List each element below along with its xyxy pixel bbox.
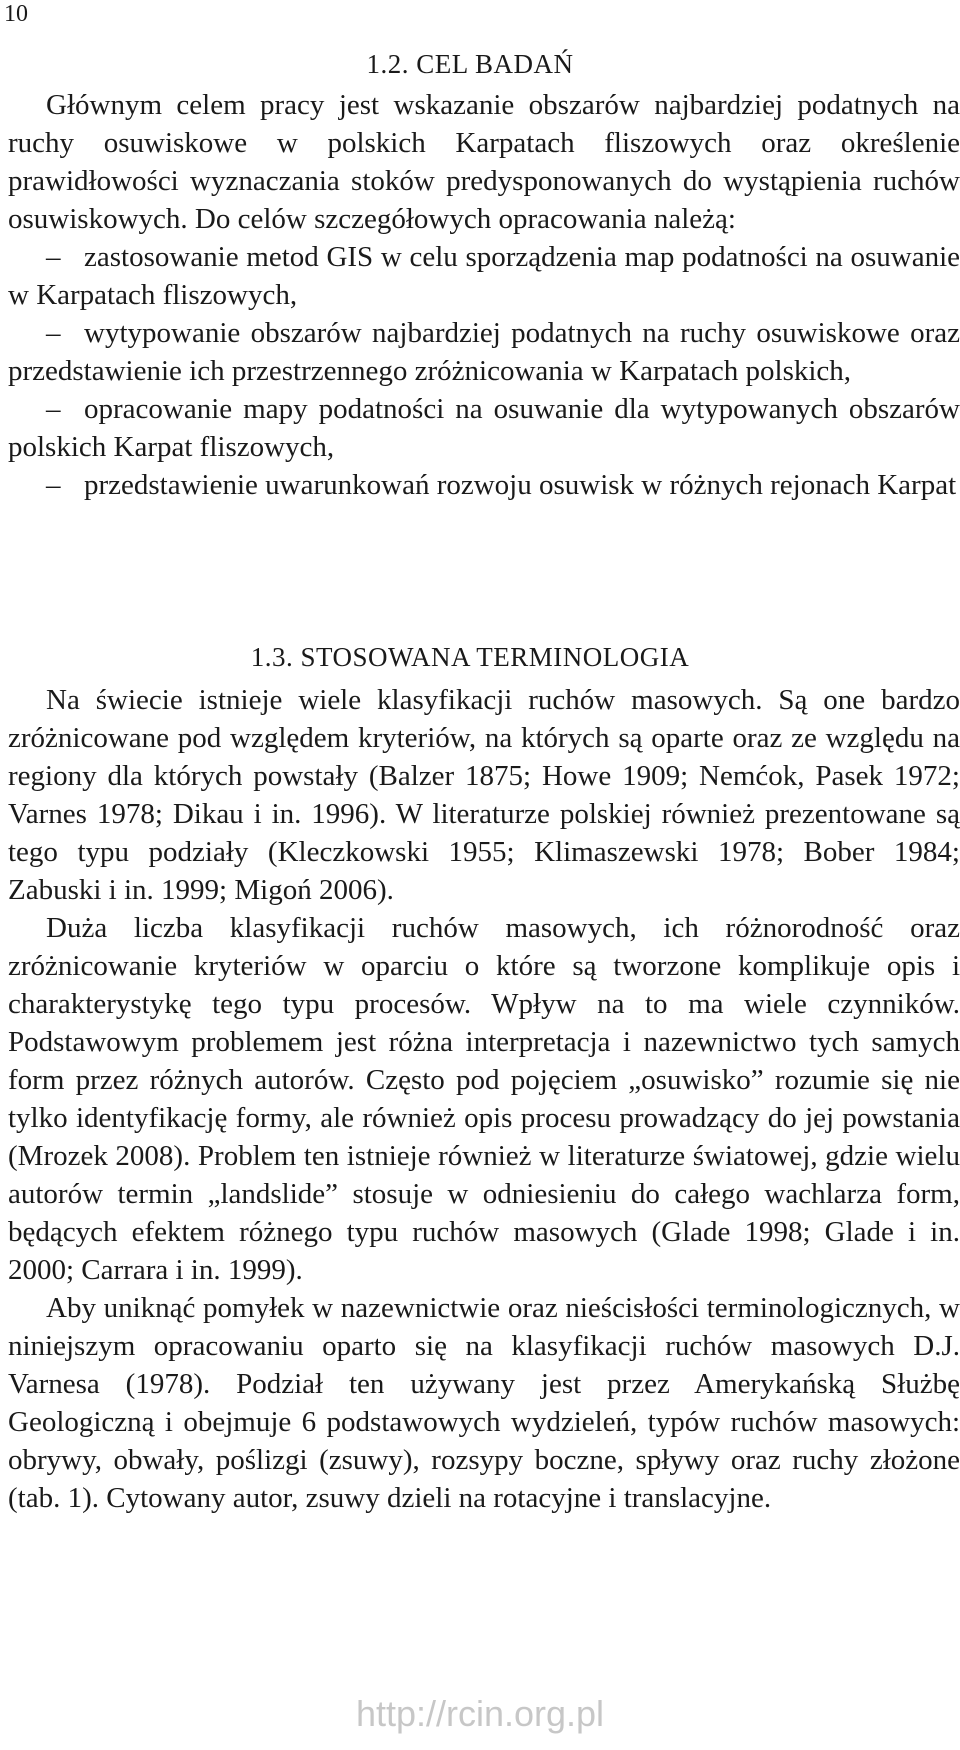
page-number: 10 [4,1,28,27]
section-2-body [8,681,960,1517]
section-heading-cel-badan: 1.2. CEL BADAŃ [366,49,574,79]
list-item-text: wytypowanie obszarów najbardziej podatnych na ruchy osuwiskowe oraz przedstawienie ich przestrzennego zróżnicowania w Karpatach polskich, [8,317,960,387]
list-dash: – [46,317,61,349]
list-item-text: zastosowanie metod GIS w celu sporządzenia map podatności na osuwanie w Karpatach fliszowych, [8,241,960,311]
list-dash: – [46,393,61,425]
list-dash: – [46,241,61,273]
section-heading-terminologia: 1.3. STOSOWANA TERMINOLOGIA [250,642,690,672]
paragraph: Duża liczba klasyfikacji ruchów masowych, ich różnorodność oraz zróżnicowanie kryteriów w oparciu o które są tworzone komplikuje opis i charakterystykę tego typu procesów. Wpływ na to ma wiele czynników. Podstawowym problemem jest różna interpretacja i nazewnictwo tych samych form przez różnych autorów. Często pod pojęciem „osuwisko” rozumie się nie tylko identyfikację formy, ale również opis procesu prowadzący do jej powstania (Mrozek 2008). Problem ten istnieje również w literaturze światowej, gdzie wielu autorów termin „landslide” stosuje w odniesieniu do całego wachlarza form, będących efektem różnego typu ruchów masowych (Glade 1998; Glade i in. 2000; Carrara i in. 1999). [8,912,960,1286]
list-dash: – [46,469,61,501]
section-1-intro-paragraph: Głównym celem pracy jest wskazanie obszarów najbardziej podatnych na ruchy osuwiskowe w polskich Karpatach fliszowych oraz określenie prawidłowości wyznaczania stoków predysponowanych do wystąpienia ruchów osuwiskowych. Do celów szczegółowych opracowania należą: [8,89,960,235]
list-item-text: przedstawienie uwarunkowań rozwoju osuwisk w różnych rejonach Karpat [84,469,957,501]
list-item-text: opracowanie mapy podatności na osuwanie dla wytypowanych obszarów polskich Karpat fliszowych, [8,393,960,463]
list-item [8,314,960,390]
list-item [8,466,960,504]
paragraph: Na świecie istnieje wiele klasyfikacji ruchów masowych. Są one bardzo zróżnicowane pod względem kryteriów, na których są oparte oraz ze względu na regiony dla których powstały (Balzer 1875; Howe 1909; Nemćok, Pasek 1972; Varnes 1978; Dikau i in. 1996). W literaturze polskiej również prezentowane są tego typu podziały (Kleczkowski 1955; Klimaszewski 1978; Bober 1984; Zabuski i in. 1999; Migoń 2006). [8,684,960,906]
section-1-body [8,86,960,504]
objectives-list [8,238,960,504]
paragraph: Aby uniknąć pomyłek w nazewnictwie oraz nieścisłości terminologicznych, w niniejszym opracowaniu oparto się na klasyfikacji ruchów masowych D.J. Varnesa (1978). Podział ten używany jest przez Amerykańską Służbę Geologiczną i obejmuje 6 podstawowych wydzieleń, typów ruchów masowych: obrywy, obwały, poślizgi (zsuwy), rozsypy boczne, spływy oraz ruchy złożone (tab. 1). Cytowany autor, zsuwy dzieli na rotacyjne i translacyjne. [8,1292,960,1514]
footer-watermark-url: http://rcin.org.pl [355,1693,605,1734]
list-item [8,238,960,314]
list-item [8,390,960,466]
